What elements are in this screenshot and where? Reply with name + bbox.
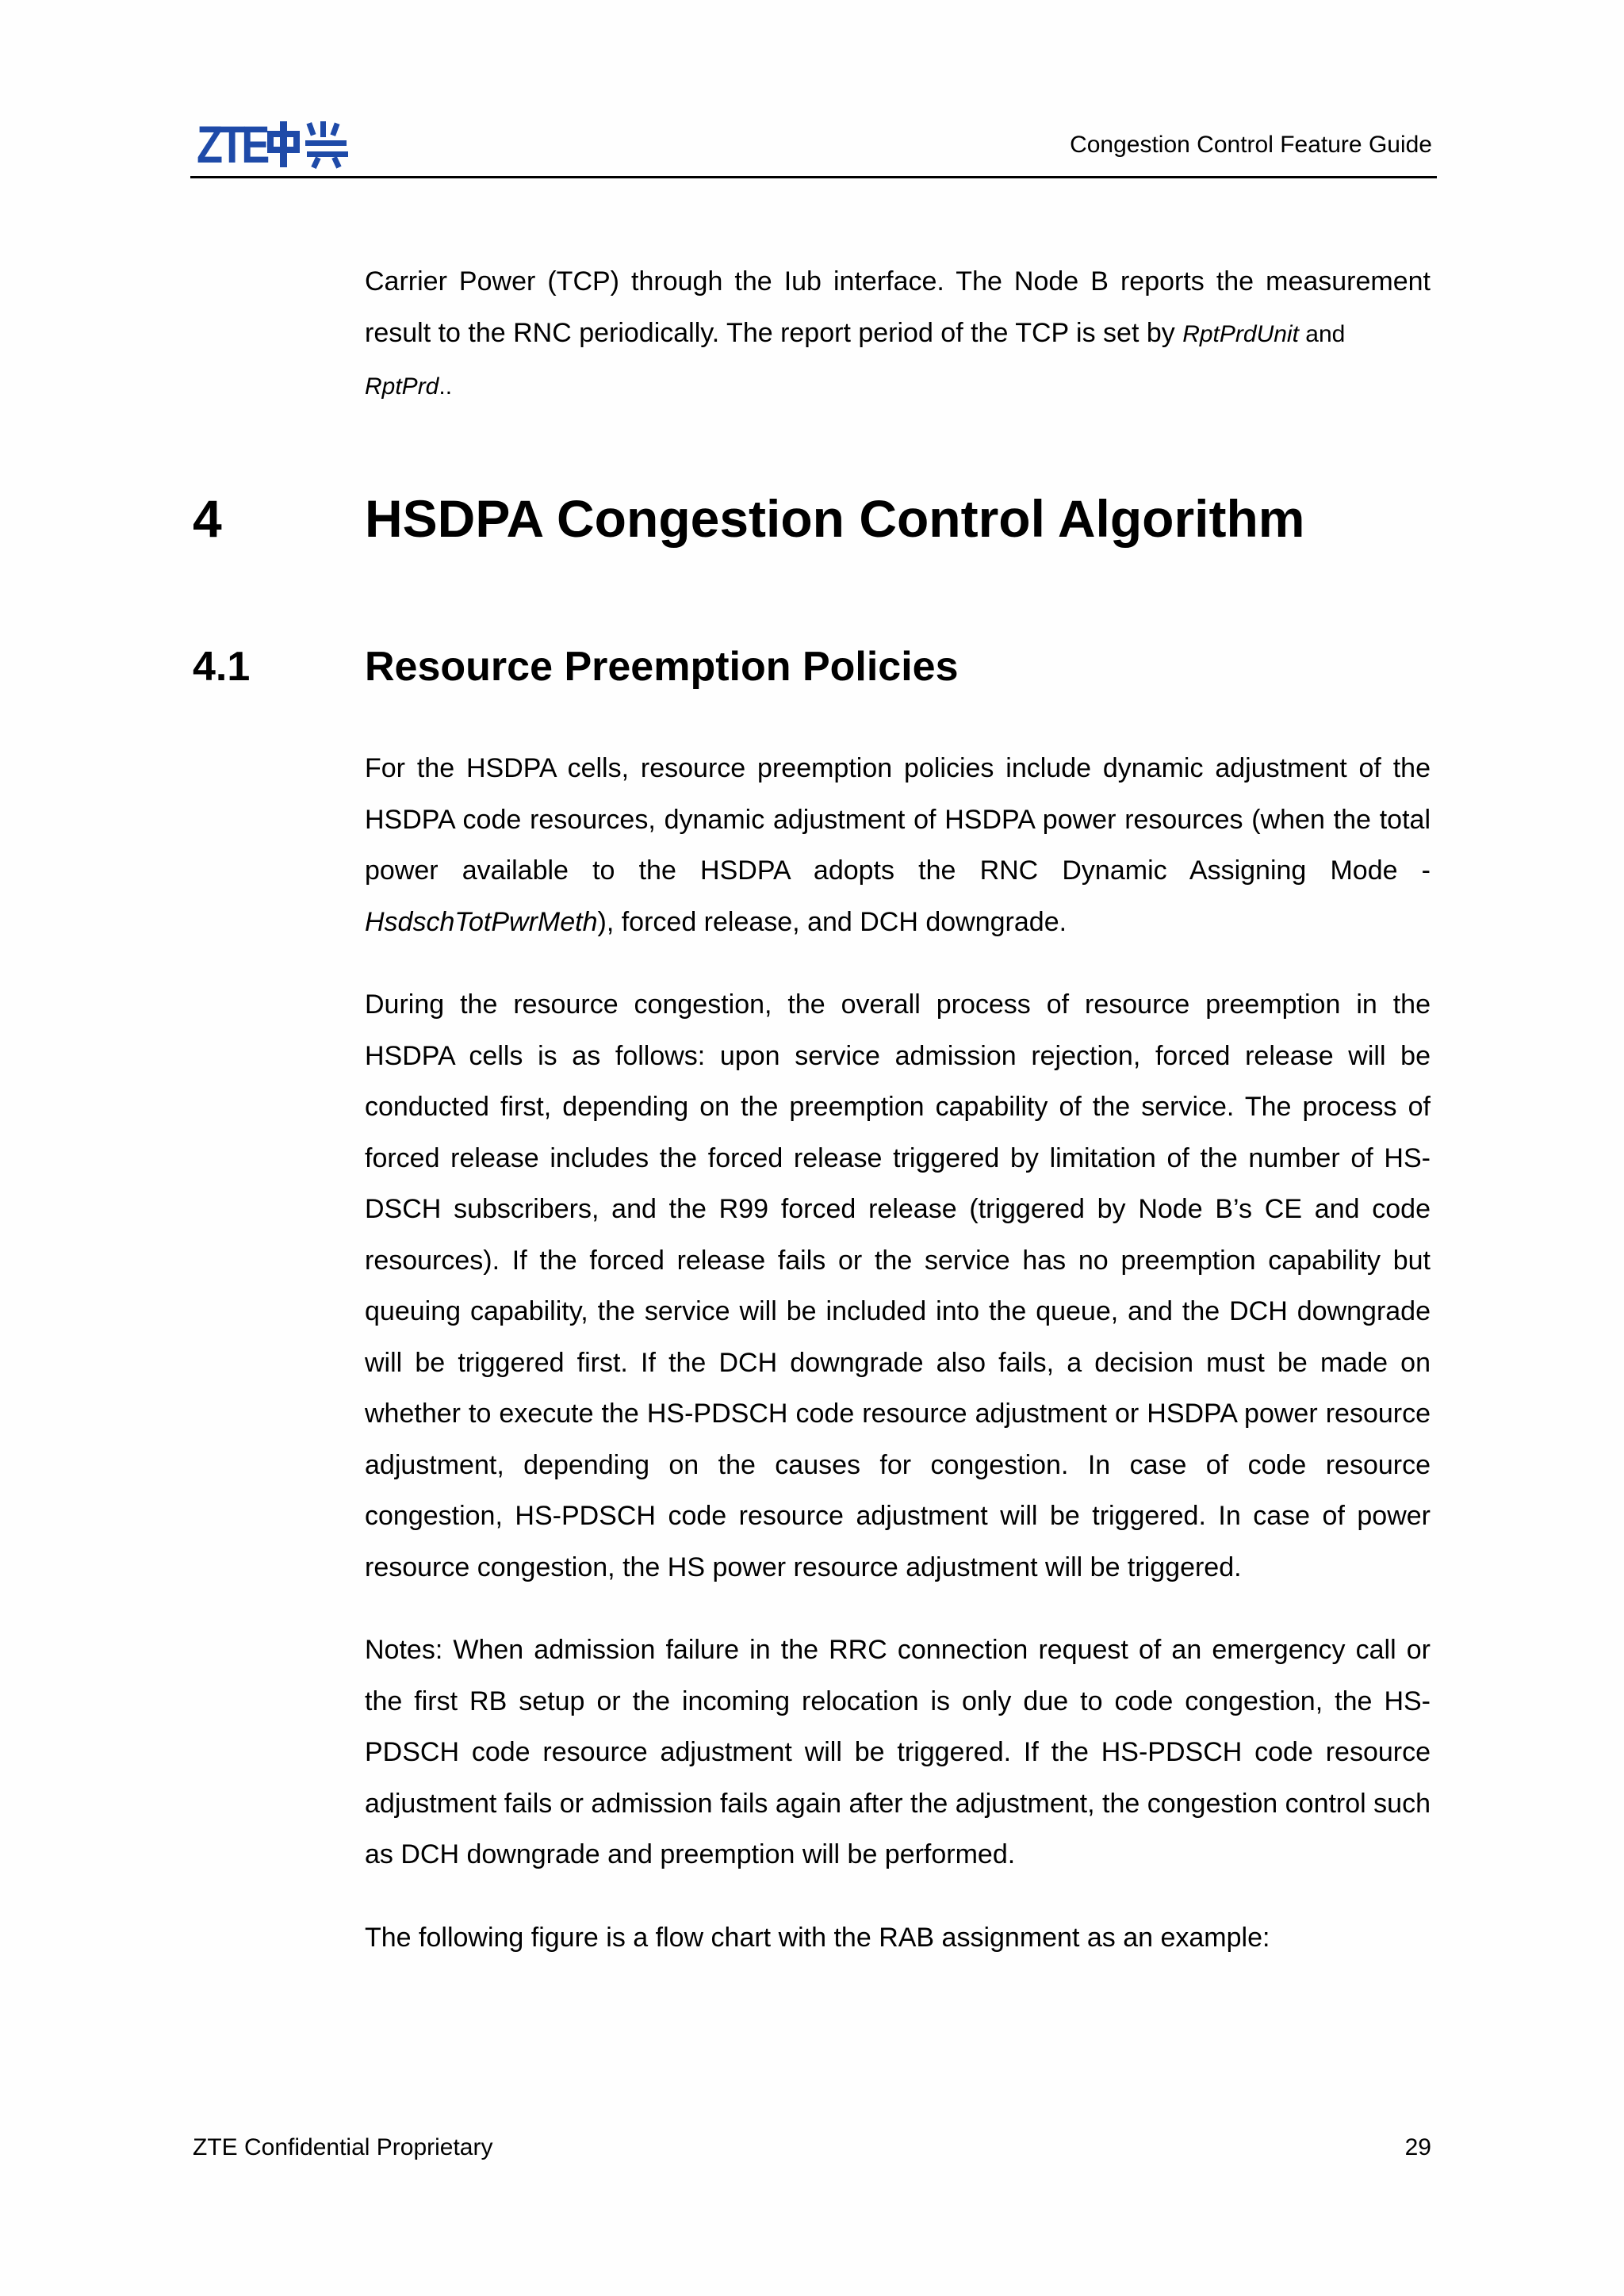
p1-text-end: ), forced release, and DCH downgrade. (597, 906, 1067, 937)
intro-end: .. (439, 373, 453, 400)
paragraph-policies (365, 743, 1431, 947)
param-hsdschtotpwrmeth: HsdschTotPwrMeth (365, 906, 598, 937)
paragraph-figure-intro: The following figure is a flow chart with the RAB assignment as an example: (365, 1923, 1270, 1953)
subsection-number: 4.1 (193, 644, 251, 690)
footer-confidential: ZTE Confidential Proprietary (193, 2134, 493, 2160)
section-title: HSDPA Congestion Control Algorithm (365, 489, 1305, 548)
intro-text: Carrier Power (TCP) through the Iub interface. The Node B reports the measurement result to the RNC periodically. The report period of the TCP is set by (365, 266, 1431, 348)
logo-latin: ZTE (197, 115, 266, 174)
param-rptprd: RptPrd (365, 373, 439, 400)
subsection-title: Resource Preemption Policies (365, 644, 959, 690)
page-header (190, 111, 1437, 178)
param-rptprdunit: RptPrdUnit (1182, 320, 1299, 347)
intro-joiner: and (1298, 320, 1346, 347)
section-number: 4 (193, 489, 222, 548)
document-title: Congestion Control Feature Guide (1070, 132, 1432, 158)
paragraph-process: During the resource congestion, the overall process of resource preemption in the HSDPA cells is as follows: upon service admission rejection, forced release will be conducted first, depending on the preemption capability of the service. The process of forced release includes the forced release triggered by limitation of the number of HS-DSCH subscribers, and the R99 forced release (triggered by Node B’s CE and code resources). If the forced release fails or the service has no preemption capability but queuing capability, the service will be included into the queue, and the DCH downgrade will be triggered first. If the DCH downgrade also fails, a decision must be made on whether to execute the HS-PDSCH code resource adjustment or HSDPA power resource adjustment, depending on the causes for congestion. In case of code resource congestion, HS-PDSCH code resource adjustment will be triggered. In case of power resource congestion, the HS power resource adjustment will be triggered. (365, 989, 1431, 1582)
p1-text: For the HSDPA cells, resource preemption policies include dynamic adjustment of the HSDPA code resources, dynamic adjustment of HSDPA power resources (when the total power available to the HSDPA adopts the RNC Dynamic Assigning Mode - (365, 753, 1431, 886)
intro-paragraph (365, 256, 1431, 413)
logo-chinese-mark (264, 120, 350, 169)
page-number: 29 (1404, 2134, 1431, 2160)
paragraph-notes: Notes: When admission failure in the RRC connection request of an emergency call or the first RB setup or the incoming relocation is only due to code congestion, the HS-PDSCH code resource adjustment will be triggered. If the HS-PDSCH code resource adjustment fails or admission fails again after the adjustment, the congestion control such as DCH downgrade and preemption will be performed. (365, 1635, 1431, 1869)
zte-logo (197, 115, 350, 174)
